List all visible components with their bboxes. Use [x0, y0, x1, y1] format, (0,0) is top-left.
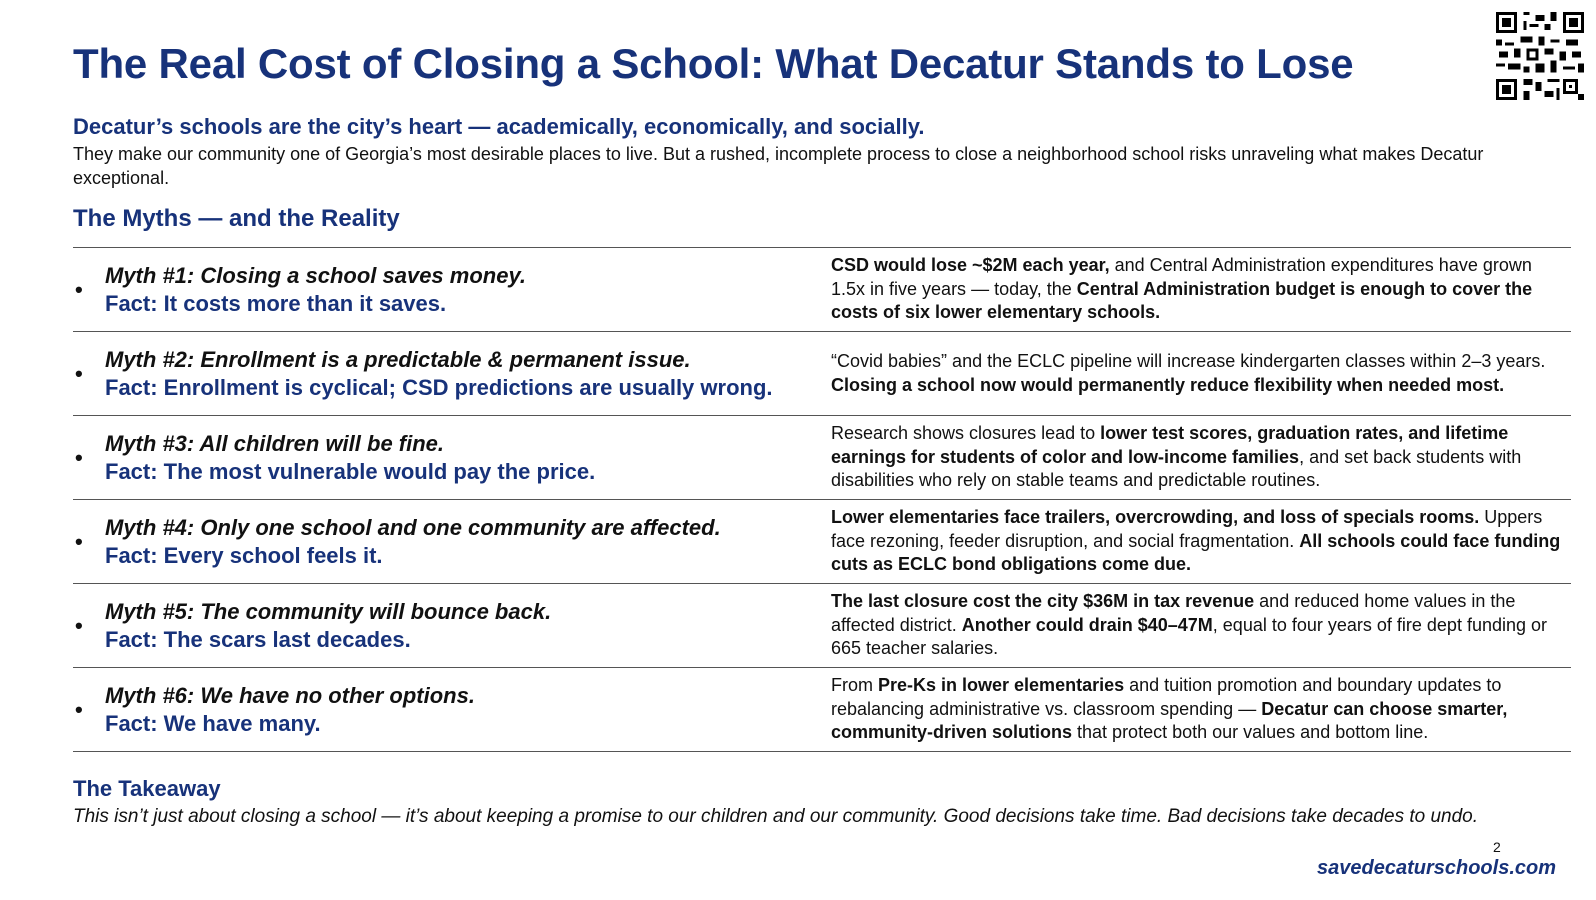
reality-emphasis: The last closure cost the city $36M in tax revenue — [831, 591, 1255, 612]
reality-cell — [823, 248, 1571, 331]
qr-code-icon — [1496, 12, 1584, 100]
reality-cell — [823, 500, 1571, 583]
fact-statement: Fact: The scars last decades. — [105, 626, 411, 652]
intro-heading: Decatur’s schools are the city’s heart — academically, economically, and socially. — [73, 114, 925, 139]
reality-cell — [823, 416, 1571, 499]
bullet-icon: • — [75, 444, 83, 470]
reality-emphasis: Lower elementaries face trailers, overcrowding, and loss of specials rooms. — [831, 507, 1480, 528]
fact-statement: Fact: Every school feels it. — [105, 542, 383, 568]
reality-text — [831, 674, 1565, 745]
section-heading: The Myths — and the Reality — [73, 205, 400, 232]
reality-segment: that protect both our values and bottom line. — [1072, 722, 1429, 743]
myth-cell — [73, 500, 823, 583]
myth-cell — [73, 668, 823, 751]
reality-text — [831, 590, 1565, 661]
myth-text — [105, 430, 595, 486]
reality-emphasis: Another could drain $40–47M — [961, 614, 1213, 635]
myth-statement: Myth #4: Only one school and one community are affected. — [105, 514, 721, 540]
myth-cell — [73, 584, 823, 667]
reality-emphasis: lower test scores, graduation rates, and lifetime earnings for students of color and low-income families — [831, 423, 1509, 467]
reality-emphasis: All schools could face funding cuts as ECLC bond obligations come due. — [831, 530, 1561, 575]
reality-segment: and Central Administration expenditures have grown 1.5x in five years — today, the — [831, 255, 1532, 299]
bullet-icon: • — [75, 612, 83, 638]
myth-text — [105, 598, 551, 654]
reality-segment: “Covid babies” and the ECLC pipeline will increase kindergarten classes within 2–3 years. — [831, 351, 1546, 371]
fact-statement: Fact: We have many. — [105, 710, 321, 736]
takeaway-heading: The Takeaway — [73, 776, 221, 801]
bullet-icon: • — [75, 528, 83, 554]
page-title: The Real Cost of Closing a School: What Decatur Stands to Lose — [73, 40, 1354, 87]
reality-segment: , equal to four years of fire dept funding or 665 teacher salaries. — [831, 614, 1548, 659]
myth-cell — [73, 248, 823, 331]
myth-statement: Myth #5: The community will bounce back. — [105, 598, 552, 624]
bullet-icon: • — [75, 276, 83, 302]
reality-text — [831, 422, 1565, 493]
myth-text — [105, 262, 526, 318]
myths-table — [73, 247, 1571, 752]
reality-cell — [823, 668, 1571, 751]
myth-statement: Myth #2: Enrollment is a predictable & permanent issue. — [105, 346, 691, 372]
reality-emphasis: Pre-Ks in lower elementaries — [878, 675, 1125, 696]
intro-body: They make our community one of Georgia’s most desirable places to live. But a rushed, incomplete process to close a neighborhood school risks unraveling what makes Decatur exceptional. — [73, 144, 1484, 188]
myth-statement: Myth #3: All children will be fine. — [105, 430, 445, 456]
myth-row-5 — [73, 584, 1571, 668]
takeaway-body: This isn’t just about closing a school — it’s about keeping a promise to our children and our community. Good decisions take time. Bad decisions take decades to undo. — [73, 806, 1479, 827]
myth-text — [105, 346, 773, 402]
reality-segment: Research shows closures lead to — [831, 423, 1101, 444]
myth-text — [105, 514, 721, 570]
website-link[interactable]: savedecaturschools.com — [1317, 857, 1556, 879]
reality-cell — [823, 584, 1571, 667]
reality-segment: , and set back students with disabilities who rely on stable teams and predictable routines. — [831, 446, 1522, 491]
reality-emphasis: Closing a school now would permanently reduce flexibility when needed most. — [831, 374, 1505, 395]
bullet-icon: • — [75, 696, 83, 722]
reality-text — [831, 350, 1565, 397]
myth-row-4 — [73, 500, 1571, 584]
reality-text — [831, 254, 1565, 325]
reality-segment: and tuition promotion and boundary updates to rebalancing administrative vs. classroom spending — — [831, 675, 1502, 719]
myth-cell — [73, 332, 823, 415]
myth-statement: Myth #6: We have no other options. — [105, 682, 475, 708]
myth-row-1 — [73, 248, 1571, 332]
bullet-icon: • — [75, 360, 83, 386]
myth-statement: Myth #1: Closing a school saves money. — [105, 262, 526, 288]
myth-text — [105, 682, 475, 738]
page-number: 2 — [1493, 839, 1501, 855]
reality-segment: From — [831, 675, 878, 696]
fact-statement: Fact: Enrollment is cyclical; CSD predictions are usually wrong. — [105, 374, 773, 400]
myth-row-3 — [73, 416, 1571, 500]
reality-emphasis: CSD would lose ~$2M each year, — [831, 255, 1110, 276]
myth-row-2 — [73, 332, 1571, 416]
myth-row-6 — [73, 668, 1571, 752]
reality-emphasis: Decatur can choose smarter, community-driven solutions — [831, 698, 1508, 743]
reality-segment: Uppers face rezoning, feeder disruption, and social fragmentation. — [831, 507, 1543, 551]
fact-statement: Fact: The most vulnerable would pay the price. — [105, 458, 596, 484]
myth-cell — [73, 416, 823, 499]
reality-segment: and reduced home values in the affected district. — [831, 591, 1516, 635]
fact-statement: Fact: It costs more than it saves. — [105, 290, 447, 316]
reality-cell — [823, 332, 1571, 415]
reality-text — [831, 506, 1565, 577]
reality-emphasis: Central Administration budget is enough to cover the costs of six lower elementary schools. — [831, 278, 1533, 323]
